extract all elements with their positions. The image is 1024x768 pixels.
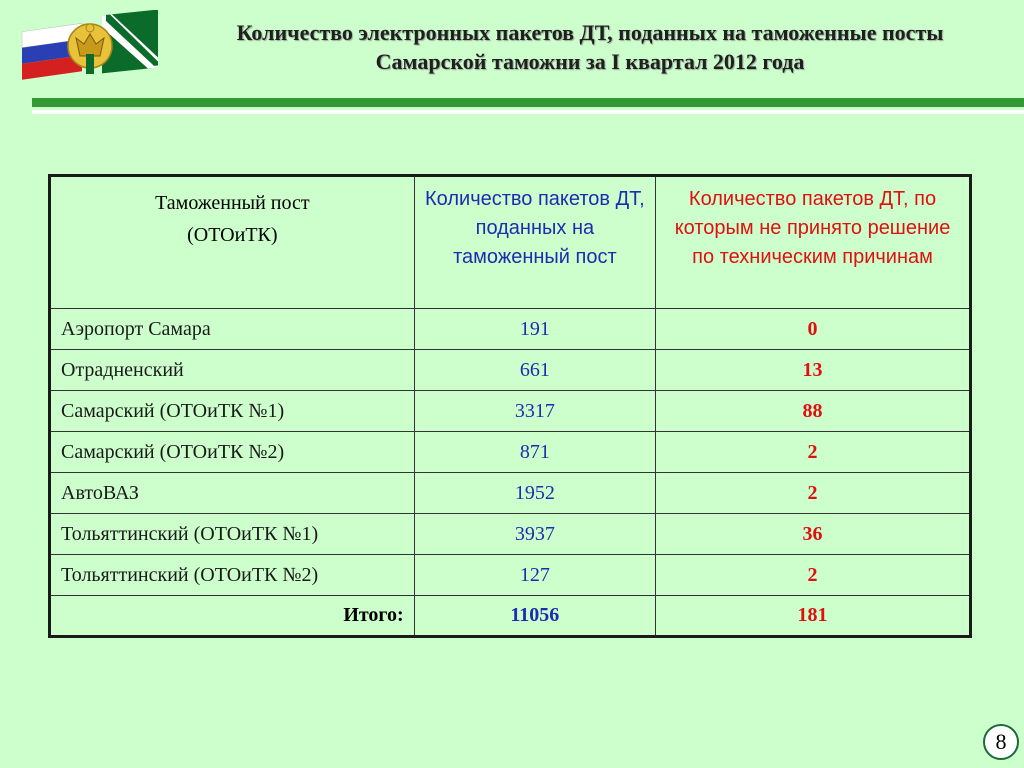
total-row: [50, 596, 971, 637]
rejected-count: 88: [656, 391, 971, 432]
post-name: Отрадненский: [50, 350, 415, 391]
customs-data-table: [48, 174, 972, 638]
post-name: Самарский (ОТОиТК №1): [50, 391, 415, 432]
header-rejected: Количество пакетов ДТ, по которым не принято решение по техническим причинам: [656, 176, 971, 309]
post-name: Самарский (ОТОиТК №2): [50, 432, 415, 473]
header-post: [50, 176, 415, 309]
total-label: Итого:: [50, 596, 415, 637]
post-name: Тольяттинский (ОТОиТК №1): [50, 514, 415, 555]
rejected-count: 13: [656, 350, 971, 391]
table-row: [50, 391, 971, 432]
customs-logo: [20, 10, 160, 86]
header-post-line2: (ОТОиТК): [187, 224, 278, 246]
header-submitted: Количество пакетов ДТ, поданных на таможенный пост: [414, 176, 655, 309]
submitted-count: 3937: [414, 514, 655, 555]
header-divider: [32, 98, 1024, 107]
flags-emblem-icon: [20, 10, 160, 86]
table-row: [50, 432, 971, 473]
table-row: [50, 350, 971, 391]
post-name: Тольяттинский (ОТОиТК №2): [50, 555, 415, 596]
submitted-count: 3317: [414, 391, 655, 432]
page-title: [170, 18, 1010, 76]
submitted-count: 191: [414, 309, 655, 350]
rejected-count: 2: [656, 473, 971, 514]
table-row: [50, 514, 971, 555]
table-row: [50, 555, 971, 596]
table-row: [50, 309, 971, 350]
header-post-line1: Таможенный пост: [155, 192, 310, 214]
rejected-count: 0: [656, 309, 971, 350]
submitted-count: 661: [414, 350, 655, 391]
total-submitted: 11056: [414, 596, 655, 637]
title-line-2: Самарской таможни за I квартал 2012 года: [375, 49, 805, 74]
submitted-count: 1952: [414, 473, 655, 514]
title-line-1: Количество электронных пакетов ДТ, поданных на таможенные посты: [236, 20, 944, 45]
page-number-badge: 8: [983, 724, 1019, 760]
rejected-count: 2: [656, 432, 971, 473]
total-rejected: 181: [656, 596, 971, 637]
post-name: АвтоВАЗ: [50, 473, 415, 514]
submitted-count: 871: [414, 432, 655, 473]
table-row: [50, 473, 971, 514]
rejected-count: 2: [656, 555, 971, 596]
post-name: Аэропорт Самара: [50, 309, 415, 350]
header-divider-light: [32, 110, 1024, 114]
submitted-count: 127: [414, 555, 655, 596]
table-header-row: [50, 176, 971, 309]
rejected-count: 36: [656, 514, 971, 555]
